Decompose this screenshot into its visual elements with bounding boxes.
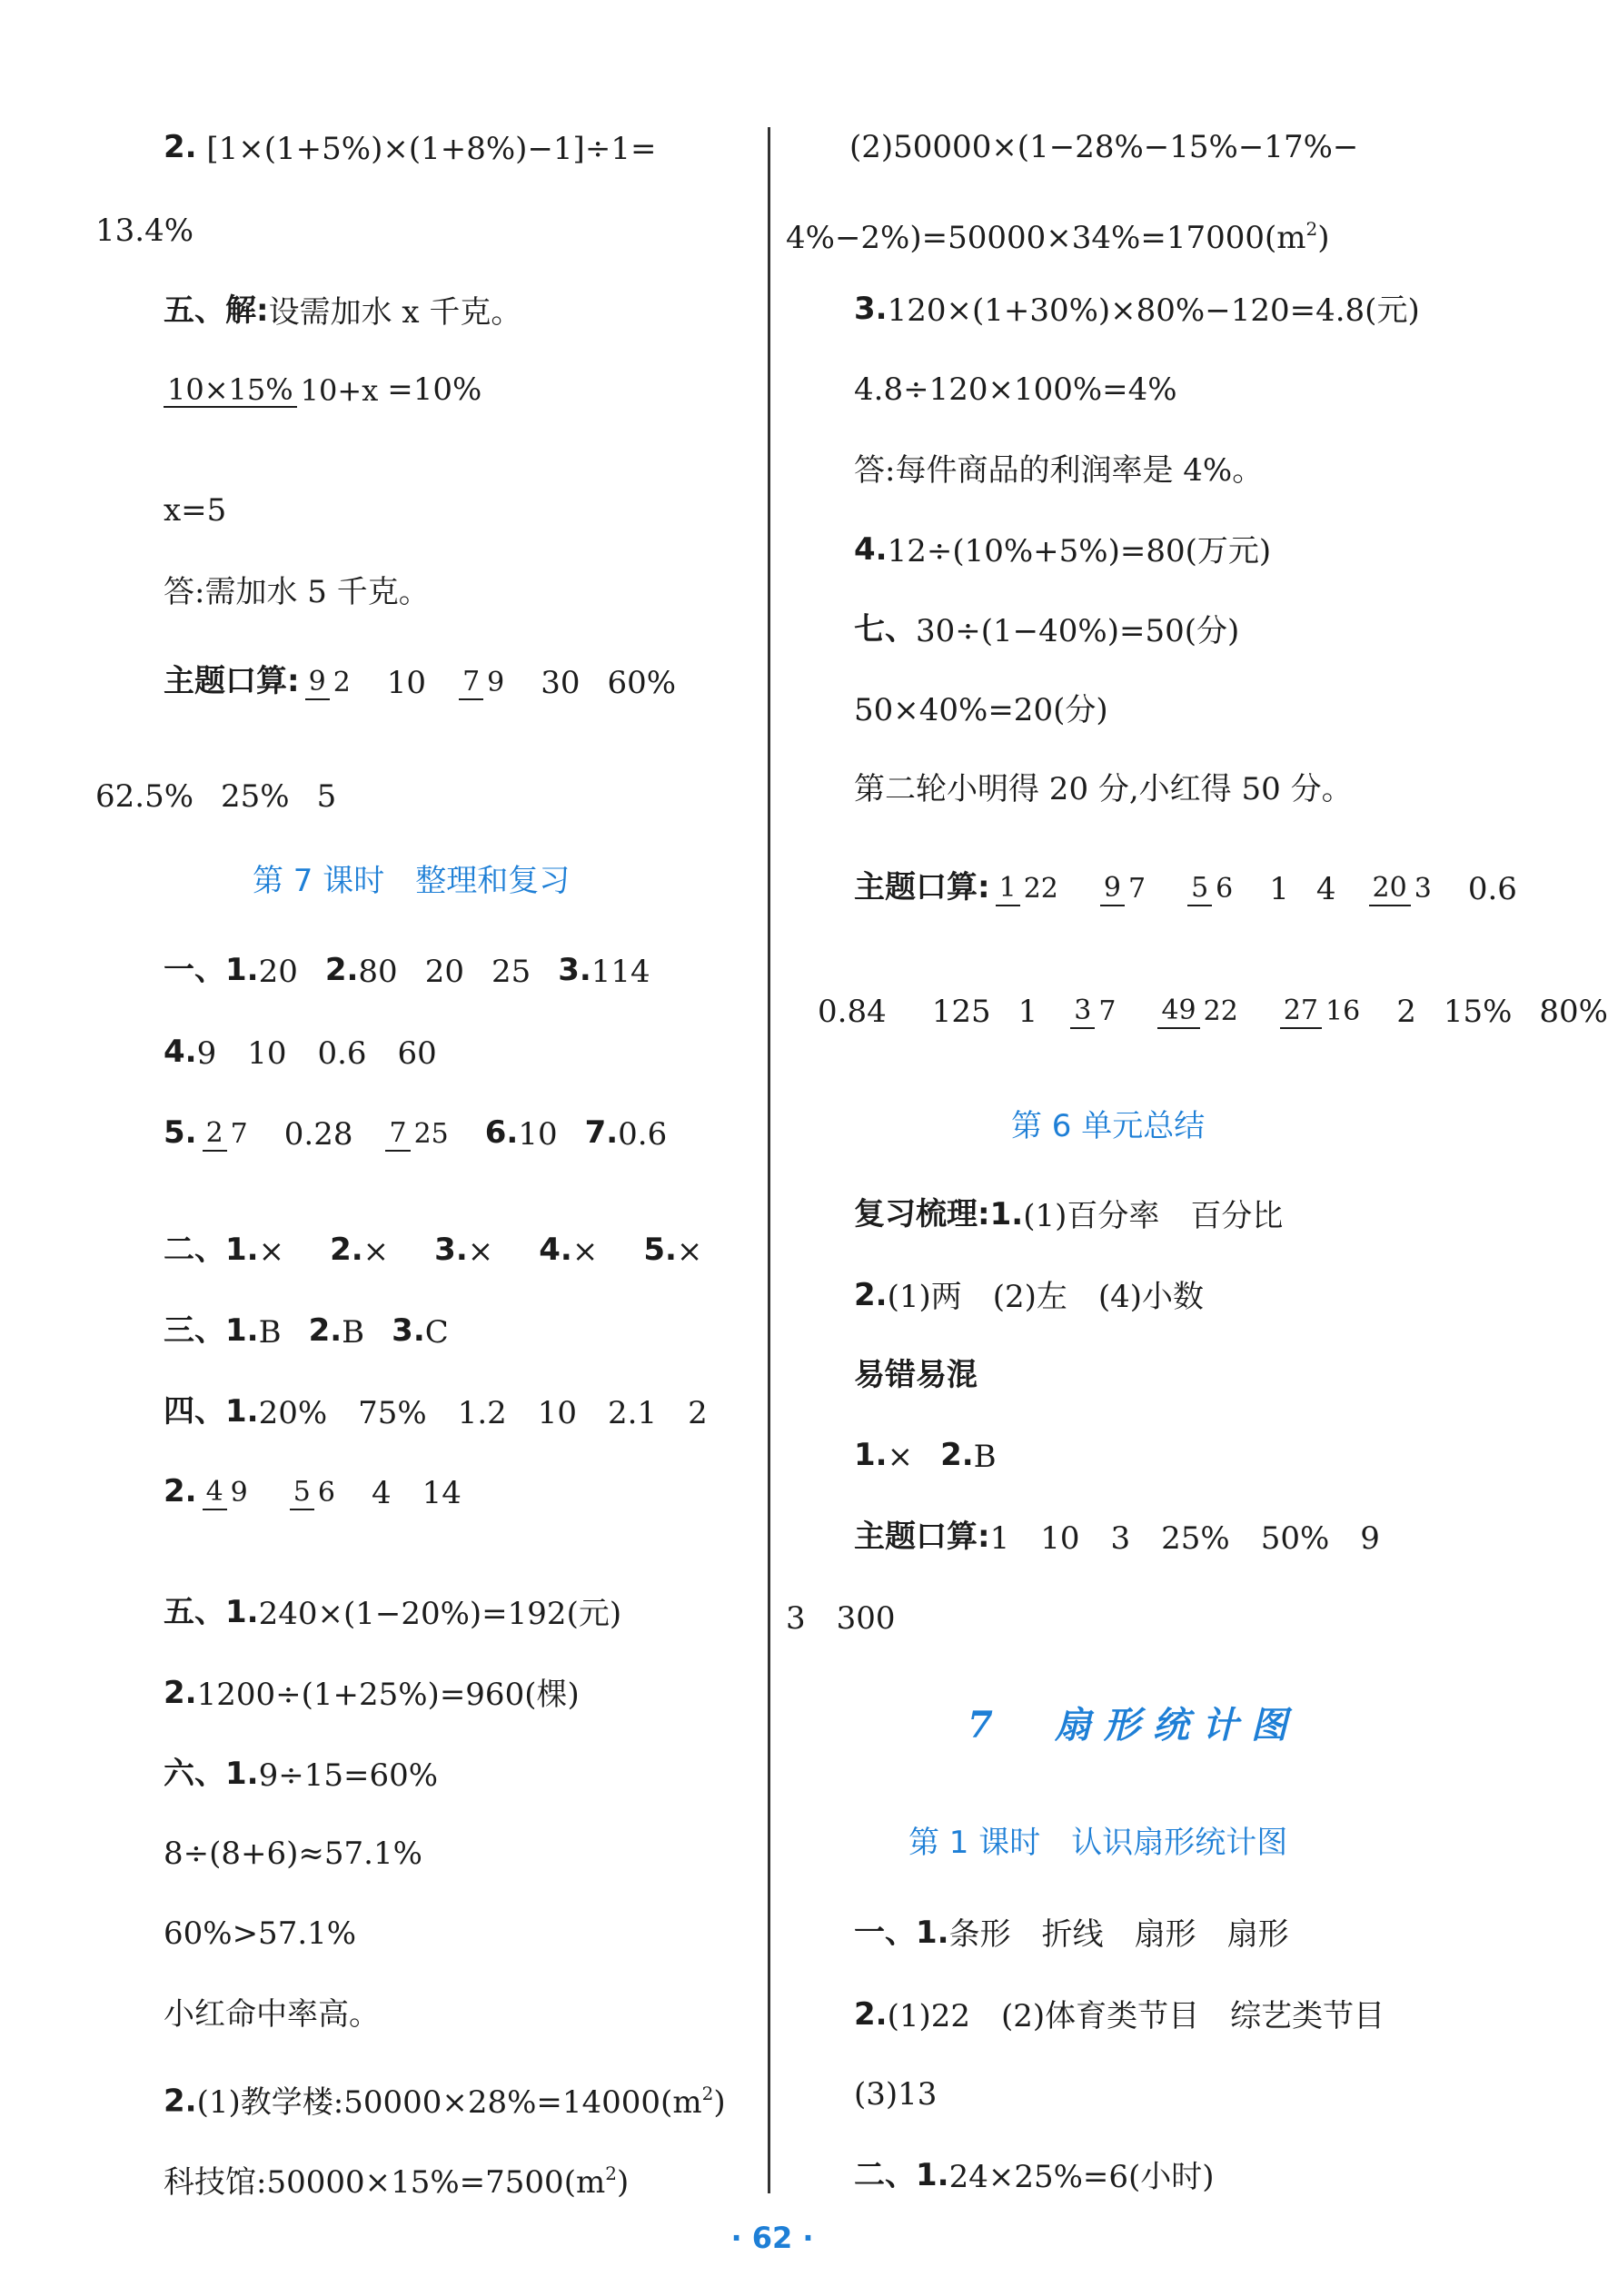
left-line-6: 答:需加水 5 千克。 — [164, 574, 430, 610]
right-line-19: 2.(1)22 (2)体育类节目 综艺类节目 — [854, 1996, 1385, 2034]
left-line-15: 2. 4 9 5 6 4 14 — [164, 1473, 462, 1511]
left-line-12: 二、1.× 2.× 3.× 4.× 5.× — [164, 1232, 703, 1270]
left-line-9: 一、1.20 2.80 20 25 3.114 — [164, 952, 650, 990]
right-line-7: 七、30÷(1−40%)=50(分) — [854, 611, 1240, 649]
section-heading-lesson-7: 第 7 课时 整理和复习 — [253, 863, 571, 899]
right-line-16: 主题口算:1 10 3 25% 50% 9 — [854, 1519, 1380, 1557]
left-line-8: 62.5% 25% 5 — [95, 778, 337, 815]
left-line-19: 8÷(8+6)≈57.1% — [164, 1836, 422, 1872]
left-line-11: 5. 2 7 0.28 7 25 6.10 7.0.6 — [164, 1114, 668, 1153]
right-line-6: 4.12÷(10%+5%)=80(万元) — [854, 531, 1272, 569]
right-line-10: 主题口算: 1 22 9 7 5 6 1 4 20 3 0.6 — [854, 869, 1517, 907]
right-line-9: 第二轮小明得 20 分,小红得 50 分。 — [854, 771, 1353, 807]
left-line-4-fraction: 10×15% 10+x =10% — [164, 368, 481, 410]
left-line-14: 四、1.20% 75% 1.2 10 2.1 2 — [164, 1393, 708, 1431]
right-line-13: 2.(1)两 (2)左 (4)小数 — [854, 1277, 1205, 1315]
right-line-20: (3)13 — [854, 2076, 938, 2113]
right-line-14: 易错易混 — [854, 1357, 978, 1393]
right-line-21: 二、1.24×25%=6(小时) — [854, 2157, 1215, 2195]
left-line-13: 三、1.B 2.B 3.C — [164, 1312, 449, 1351]
right-line-3: 3.120×(1+30%)×80%−120=4.8(元) — [854, 291, 1420, 329]
left-line-7: 主题口算: 9 2 10 7 9 30 60% — [164, 663, 677, 701]
right-line-5: 答:每件商品的利润率是 4%。 — [854, 452, 1264, 489]
right-line-2: $4\%-2\%)=50000\times 34\%=17000(m^2)$ — [786, 218, 1330, 257]
left-line-22: 2.(1)教学楼$:50000\times 28\%=14000(m^2)$ — [164, 2083, 726, 2122]
left-line-2: 13.4% — [95, 213, 194, 249]
right-line-18: 一、1.条形 折线 扇形 扇形 — [854, 1915, 1289, 1953]
left-line-3: 五、解:设需加水 x 千克。 — [164, 292, 522, 331]
left-line-20: 60%>57.1% — [164, 1915, 357, 1952]
right-line-8: 50×40%=20(分) — [854, 692, 1108, 728]
left-line-18: 六、1.9÷15=60% — [164, 1756, 439, 1794]
section-heading-lesson-1: 第 1 课时 认识扇形统计图 — [908, 1825, 1288, 1861]
page-number: · 62 · — [730, 2221, 814, 2255]
left-line-17: 2.1200÷(1+25%)=960(棵) — [164, 1675, 580, 1713]
column-divider — [768, 127, 770, 2193]
left-line-10: 4.9 10 0.6 60 — [164, 1034, 437, 1072]
left-line-16: 五、1.240×(1−20%)=192(元) — [164, 1594, 622, 1632]
left-line-5: x=5 — [164, 492, 227, 529]
right-line-11: 0.84 125 1 3 7 49 22 27 16 2 15% 80% — [818, 994, 1608, 1030]
left-line-1: 2. [1×(1+5%)×(1+8%)−1]÷1= — [164, 129, 657, 167]
right-line-1: (2)50000×(1−28%−15%−17%− — [849, 129, 1359, 165]
section-heading-unit-6-summary: 第 6 单元总结 — [1011, 1108, 1206, 1144]
right-line-15: 1.× 2.B — [854, 1437, 997, 1475]
left-line-23: 科技馆$:50000\times 15\%=7500(m^2)$ — [164, 2162, 630, 2202]
right-line-12: 复习梳理:1.(1)百分率 百分比 — [854, 1196, 1284, 1234]
chapter-heading: 7 扇形统计图 — [968, 1704, 1300, 1747]
left-line-21: 小红命中率高。 — [164, 1996, 380, 2033]
right-line-17: 3 300 — [786, 1600, 896, 1637]
right-line-4: 4.8÷120×100%=4% — [854, 371, 1177, 408]
